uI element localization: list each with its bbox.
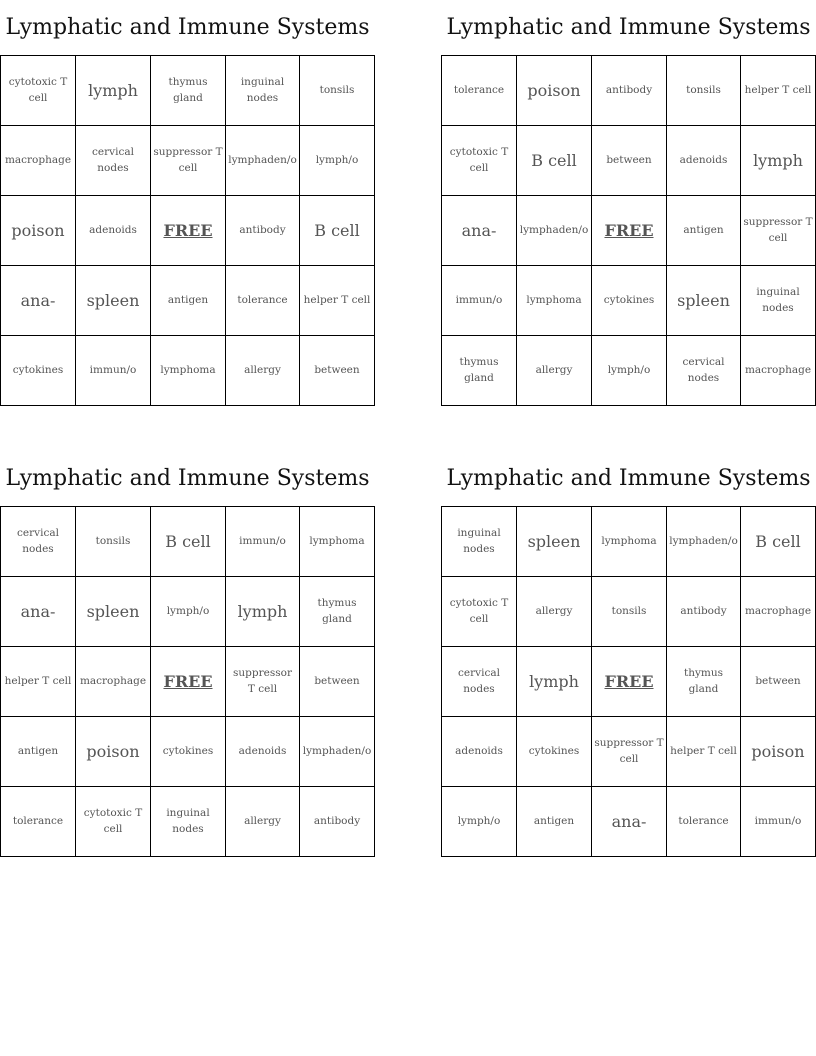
bingo-cell: adenoids (226, 717, 300, 787)
bingo-cell: cytotoxic T cell (1, 56, 76, 126)
bingo-cell: allergy (517, 577, 592, 647)
bingo-cell: cytotoxic T cell (76, 787, 151, 857)
bingo-cell: adenoids (76, 196, 151, 266)
bingo-cell: adenoids (667, 126, 741, 196)
bingo-cell: lymphaden/o (517, 196, 592, 266)
bingo-cell: antigen (151, 266, 226, 336)
free-space: FREE (592, 196, 667, 266)
bingo-cell: tonsils (300, 56, 375, 126)
card-title: Lymphatic and Immune Systems (446, 15, 811, 40)
bingo-cell: suppressor T cell (226, 647, 300, 717)
bingo-cell: lymphoma (592, 507, 667, 577)
bingo-cell: suppressor T cell (592, 717, 667, 787)
bingo-cell: antibody (226, 196, 300, 266)
bingo-cell: lymphoma (517, 266, 592, 336)
bingo-cell: immun/o (741, 787, 816, 857)
bingo-cell: tolerance (1, 787, 76, 857)
bingo-cell: B cell (517, 126, 592, 196)
bingo-cell: between (300, 336, 375, 406)
free-space: FREE (592, 647, 667, 717)
bingo-cell: cytotoxic T cell (442, 577, 517, 647)
bingo-cell: inguinal nodes (442, 507, 517, 577)
bingo-card-2 (441, 0, 816, 406)
bingo-cell: lymphoma (151, 336, 226, 406)
bingo-cell: macrophage (76, 647, 151, 717)
bingo-cell: macrophage (1, 126, 76, 196)
bingo-cell: spleen (667, 266, 741, 336)
bingo-cell: poison (76, 717, 151, 787)
bingo-cell: suppressor T cell (151, 126, 226, 196)
bingo-cell: macrophage (741, 336, 816, 406)
bingo-cell: cytokines (1, 336, 76, 406)
bingo-cell: cytotoxic T cell (442, 126, 517, 196)
bingo-cell: inguinal nodes (226, 56, 300, 126)
bingo-cell: thymus gland (151, 56, 226, 126)
bingo-cell: between (592, 126, 667, 196)
bingo-cell: tolerance (442, 56, 517, 126)
bingo-cell: tonsils (76, 507, 151, 577)
bingo-cell: antibody (300, 787, 375, 857)
bingo-cell: antibody (667, 577, 741, 647)
bingo-cell: allergy (517, 336, 592, 406)
bingo-cell: adenoids (442, 717, 517, 787)
bingo-cell: cytokines (517, 717, 592, 787)
bingo-cell: antigen (1, 717, 76, 787)
bingo-card-3 (0, 451, 375, 857)
bingo-cell: poison (741, 717, 816, 787)
bingo-cell: immun/o (442, 266, 517, 336)
bingo-cell: allergy (226, 787, 300, 857)
card-title: Lymphatic and Immune Systems (446, 466, 811, 491)
bingo-cell: antigen (517, 787, 592, 857)
bingo-cell: lymphaden/o (667, 507, 741, 577)
bingo-cell: lymph (517, 647, 592, 717)
bingo-cell: cervical nodes (1, 507, 76, 577)
bingo-cell: ana- (592, 787, 667, 857)
bingo-cell: between (300, 647, 375, 717)
bingo-cell: allergy (226, 336, 300, 406)
bingo-cell: macrophage (741, 577, 816, 647)
bingo-cell: cytokines (151, 717, 226, 787)
bingo-cell: tolerance (226, 266, 300, 336)
bingo-cell: lymph (76, 56, 151, 126)
bingo-cell: spleen (517, 507, 592, 577)
bingo-cell: immun/o (76, 336, 151, 406)
bingo-card-4 (441, 451, 816, 857)
bingo-cell: tonsils (592, 577, 667, 647)
bingo-cell: helper T cell (1, 647, 76, 717)
bingo-cell: spleen (76, 266, 151, 336)
bingo-cell: inguinal nodes (741, 266, 816, 336)
bingo-cell: lymph/o (151, 577, 226, 647)
bingo-cell: thymus gland (442, 336, 517, 406)
bingo-cell: ana- (1, 266, 76, 336)
bingo-grid (441, 55, 816, 406)
card-title: Lymphatic and Immune Systems (5, 15, 370, 40)
bingo-grid (0, 55, 375, 406)
bingo-grid (441, 506, 816, 857)
bingo-cell: helper T cell (667, 717, 741, 787)
bingo-cell: immun/o (226, 507, 300, 577)
bingo-cell: cervical nodes (76, 126, 151, 196)
bingo-cell: antigen (667, 196, 741, 266)
bingo-cell: inguinal nodes (151, 787, 226, 857)
card-title: Lymphatic and Immune Systems (5, 466, 370, 491)
bingo-cell: lymph (741, 126, 816, 196)
bingo-cell: ana- (442, 196, 517, 266)
bingo-cell: tolerance (667, 787, 741, 857)
bingo-cell: helper T cell (300, 266, 375, 336)
bingo-cell: lymphaden/o (226, 126, 300, 196)
bingo-cell: B cell (300, 196, 375, 266)
bingo-cell: between (741, 647, 816, 717)
free-space: FREE (151, 196, 226, 266)
bingo-cell: lymph/o (592, 336, 667, 406)
bingo-cell: lymph/o (300, 126, 375, 196)
bingo-cell: lymph (226, 577, 300, 647)
bingo-cell: B cell (151, 507, 226, 577)
bingo-cell: spleen (76, 577, 151, 647)
bingo-cell: antibody (592, 56, 667, 126)
free-space: FREE (151, 647, 226, 717)
bingo-cell: poison (517, 56, 592, 126)
bingo-cell: lymph/o (442, 787, 517, 857)
bingo-cell: thymus gland (667, 647, 741, 717)
bingo-cell: lymphaden/o (300, 717, 375, 787)
bingo-cell: ana- (1, 577, 76, 647)
bingo-grid (0, 506, 375, 857)
bingo-cell: cytokines (592, 266, 667, 336)
bingo-cell: poison (1, 196, 76, 266)
bingo-cell: tonsils (667, 56, 741, 126)
bingo-cell: thymus gland (300, 577, 375, 647)
bingo-cell: lymphoma (300, 507, 375, 577)
bingo-cell: cervical nodes (667, 336, 741, 406)
bingo-cell: suppressor T cell (741, 196, 816, 266)
bingo-cell: B cell (741, 507, 816, 577)
bingo-cell: cervical nodes (442, 647, 517, 717)
bingo-card-1 (0, 0, 375, 406)
bingo-cell: helper T cell (741, 56, 816, 126)
